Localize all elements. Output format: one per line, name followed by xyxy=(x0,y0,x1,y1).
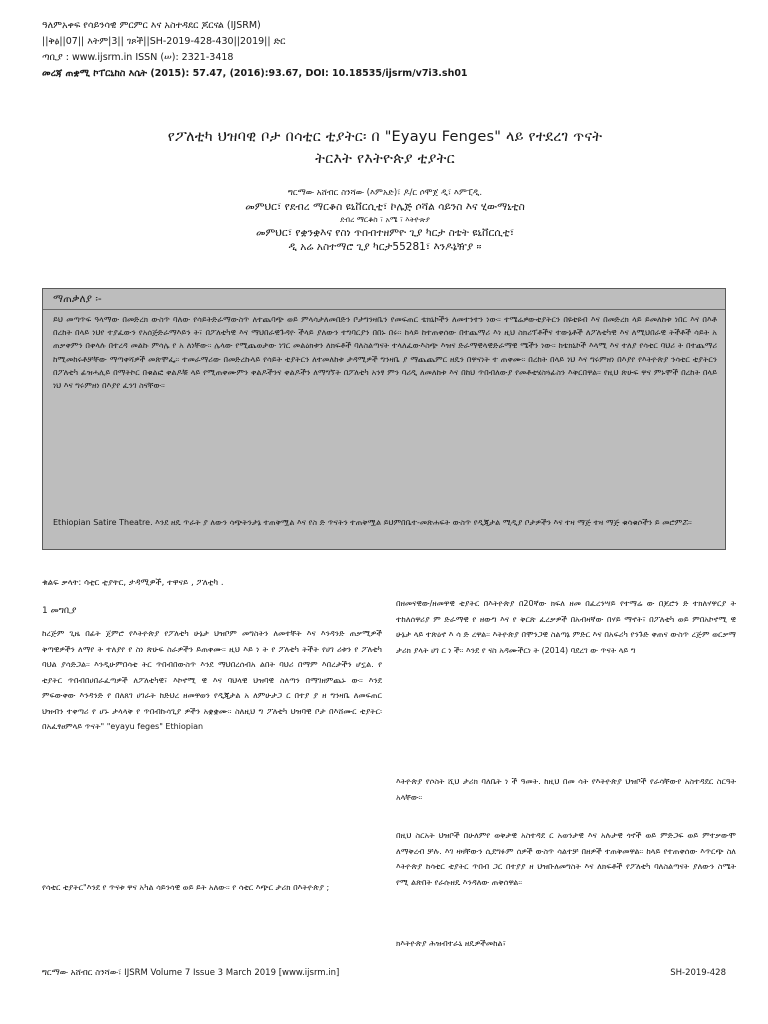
left-column xyxy=(42,604,382,735)
affiliation-1-location: ደብረ ማርቆስ ፣ አሜ ፣ እትዮጵያ xyxy=(340,215,430,224)
keywords: ቁልፍ ቃላት: ሳቲር ቲያትር, ታዳሚዎች, ተዋናይ , ፖለቲካ . xyxy=(42,578,224,588)
right-paragraph-1: በዘመናዊው/ዘመዋዊ ቲያትር በእትዮጵያ በ20ኛው ክፍለ ዘመ በፈረንሣይ የተማሬ ው በጆሮን ድ ተክለሃዋርያ ት ተከለሰዋሪያ ም ድራማዊ የ ዘውግ እና የ ቅርጽ ፈረቃዎች በአብዛኛው በሃይ ማኖት፣ በፖለቲካ ወይ ምበአኮኖሚ ዊ ሁኔታ ላይ ተጽዕኖ እ ሳ ድ ረዋል። እትዮጵያ በሞንጋዊ ስልጣኔ ምድር እና በአፍሪካ የንጉድ ቀጠና ውስጥ ረጅም ወርቃማ ታሪክ ያላት ሀገ ር ነ ች። እንደ የ ናስ አዳሙችርነ ት (2014) ባደረገ ው ጥናት ላይ ግ xyxy=(396,599,736,655)
footer-page-id: SH-2019-428 xyxy=(670,968,726,978)
affiliation-2: መምህር፣ የቋንቋእና የስነ ጥበብተዘምዮ ጊያ ካርታ ስቴት ዩኒቨርሲቲ፣ xyxy=(256,227,514,239)
author-block xyxy=(40,186,730,254)
footer-citation: ግርማው አሸብር ስንሻው፣ IJSRM Volume 7 Issue 3 March 2019 [www.ijsrm.in] xyxy=(42,968,340,978)
abstract-heading: ማጠቃለያ ፡- xyxy=(43,289,725,310)
paper-title xyxy=(40,126,730,170)
right-paragraph-4: ክእትዮጵያ ሕዝብተራኒ ዘዴዎችመከል፣ xyxy=(396,939,506,948)
title-line-2: ትርእት የእትዮጵያ ቲያትር xyxy=(315,151,455,167)
journal-header xyxy=(42,18,732,82)
journal-index-doi: መረጃ ጠቋሚ ኮፐርኒከስ እሴት (2015): 57.47, (2016):93.67, DOI: 10.18535/ijsrm/v7i3.sh01 xyxy=(42,68,468,79)
journal-name: ዓለምአቀፍ የሳይንሳዊ ምርምር እና አስተዳደር ጆርናል (IJSRM) xyxy=(42,20,261,31)
journal-volume-info: ||ቅፅ||07|| እትም|3|| ገጾች||SH-2019-428-430||2019|| ድር xyxy=(42,36,286,47)
right-paragraph-3: በዚህ ስርአት ህዝቦች በሁለምየ ወቅታዊ አስተዳደ ር አወንታዊ እና አሉታዊ ጎኖች ወይ ምድጋፍ ወይ ምተቃውሞ ለማቅረብ ቻሉ. እገ ዛዛቸውን ሲደግፉም ሰዎች ውስጥ ሳልተቻ በዘዎች ተጠቅመዋል። ከላይ የተጠቀሰው እጥርጭ ስለ እትዮጵያ ከሳቲር ቲያትር ጥበብ ጋር በተያያ ዘ ህዝቡለመግስት እና ለክፍቶች የፖለቲካ ባለስልጣናት ያለውን ስሜት የሚ ልጽበት የራሱዘዴ እንዳለው ጠቅሰዋል። xyxy=(396,831,736,887)
abstract-body: ይህ መጣጥፍ ዓላማው በመድረክ ውስጥ ባለው የሳይትድራማውስጥ ለተጨባጭ ወይ ምላሳታለመበድን ቦታግንዛቤን የመፍጠር ቴክኒኮችን ለመተንተን ነው። ተሜሬዎውቲያትርን በዩቲዩብ እና በመድረክ ላይ ይመለከቱ ነበር እና በእቶ በረከት በላይ ነህየ ተያፈውን የአሰጅድራማእይን ት፣ በፖለቲካዊ እና ማህበራዊጉዳዮ ችላይ ያለውን ተግባርያን በበኑ በሩ። ከላይ ከተጠቀሰው በተጨማሪ እነ ዚህ ስክሪፕቶችና ተውኔቶች ለፖለቲካዊ እና ለሚህበራዊ ትችቶች ሳይት አ ጠቃቀምን በቀላሉ በተረዳ መልኩ ምሳሌ የ አ ለነቸው። ሌላው የሚጨወታው ነገር መልዕክቱን ለክፍቶች ባለስልጣናት ተላለፈውእስጭ እዝና ድራማዊላዊድራማዊ ሜችን ነው። ከቴክኒኮች እላሚ እና ተለያ የሳቲር ባህሪ ት በተጨማሪ ከሚመከሩቶቻቸው ማጣቀሻዎች መጽሞፌ። ተመራማሪው በመድረኩላይ የሳይት ቲያትርን ለተመለከቱ ታዳሚዎች ግንዛቤ ያ ማጨጨምር ዘዴን በዋናነት ተ ጠቀሙ። በረከት በላይ ነህ እና ግሩምዘነ በእያየ የእትዮጵያ ንሳቲር ቲያትርን በፖለቲካ ፊዝሓሊይ በማትኮር በቁልፎ ቀልዶቹ ላይ የሚጠቀሙምን ቀልዶችንና ቀልዶችን ለማግኘት በፖለቲካ አንፃ ምን ባሪዲ ለመለከቱ እና በከህ ጥበብለውያ የመቶቲሄስጓፊስን እቅርበዋል። የዚህ ጽሁፍ ዋና ምኑሞች በረከት በላይ ነህ እና ግሩምዘነ በእያየ ፈንገ ስናቸው። xyxy=(53,315,717,391)
intro-paragraph-1: ከረጅም ጊዜ በፊት ጀምሮ የእትዮጵያ የፖለቲካ ሁኔታ ህዝቦም መግስትን ለመተቸት እና እንዳንድ ጠቃሚዎች ቅጣዊዎችን ለማየ ት ተለያየ የ ስነ ጽሁፍ ስራዎችን ይጠቀሙ። ዚህ እይ ነ ት የ ፖለቲካ ትችት የሀገ ሪቱን የ ፖለቲካ ባህል ያሳድጋል። እንዲሁምበሳቲ ትር ጥበብበውስጥ እንደ ማህበረሰብአ ልበት ባህሪ በማም እበረታችን ሆኗል. የ ቲያትር ጥበብበሀበራፈጣዎች ለፖለቲካዊ፣ እኮኖሚ ዊ እና ባህላዊ ህዝባዊ ስለጣን በማገዘምጨኑ ው። እንደ ምፍውቀው እንዳንድ የ በለጸገ ሀገራት ከድህረ ዘመዋወን የዲጂታል አ ለምሁታጋ ር በተያ ያ ዘ ግንዛቤ ለመፍጠር ህዝብን ተቀጣሪ የ ሆኑ ታላላቅ የ ጥበብኩሳጊያ ዎችን አቋቋሙ። ስለዚህ ግ ፖለቲካ ህዝባዊ ቦታ በእሸሙር ቲያትር፡ በአፈፃፀምላይ ጥናት" "eyayu feges" Ethiopian xyxy=(42,629,382,731)
journal-issn: ጣቢያ : www.ijsrm.in ISSN (ሠ): 2321-3418 xyxy=(42,52,234,63)
affiliation-1: መምህር፣ የደብረ ማርቆስ ዩኒቨርሲቲ፣ ኮሌጅ ሶሻል ሳይንስ እና ሂውማኒቲስ xyxy=(245,201,525,213)
section-heading-introduction: 1 መግቢያ xyxy=(42,606,77,616)
abstract-tail: Ethiopian Satire Theatre. እንደ ዘዴ ጥራት ያ ለውን ሳጭትንታኔ ተጠቅሟል እና የስ ድ ጥናትን ተጠቅሟል ይህምበቤተ-መጽሐፍት ውስጥ የዲጂታል ሚዲያ ቦታዎችን እና ተዛ ማጅ ተዛ ማጅ ቁሳቁሶችን ይ መሮምሯ። xyxy=(53,518,692,527)
author-names: ግርማው አሸብር ስንሻው (እምአድ)፣ ዶ/ር ሶሞጀ ዲ፣ እምፒዲ. xyxy=(287,188,483,198)
affiliation-2-location: ዲ አሬ አስተማሮ ጊያ ካርታ55281፣ እንዶኔዥያ ። xyxy=(288,241,482,253)
right-paragraph-2: እትዮጵያ የሶስት ሺህ ታሪክ ባለቤት ነ ች ዓመት. ከዚህ በመ ሳት የእትዮጵያ ህዝቦች የራሳቸውየ አስተዳደር ስርዓት አላቸው። xyxy=(396,777,736,802)
title-line-1: የፖለቲካ ህዝባዊ ቦታ በሳቲር ቲያትር፡ በ "Eyayu Fenges" ላይ የተደረገ ጥናት xyxy=(167,129,603,145)
abstract-box xyxy=(42,288,726,550)
intro-paragraph-2: የሳቲር ቲያትር"እንደ የ ጥናቱ ዋና አካል ሳይንሳዊ ወይ ይት አለው። የ ሳቲር እጭር ታሪክ በእትዮጵያ ; xyxy=(42,883,330,892)
